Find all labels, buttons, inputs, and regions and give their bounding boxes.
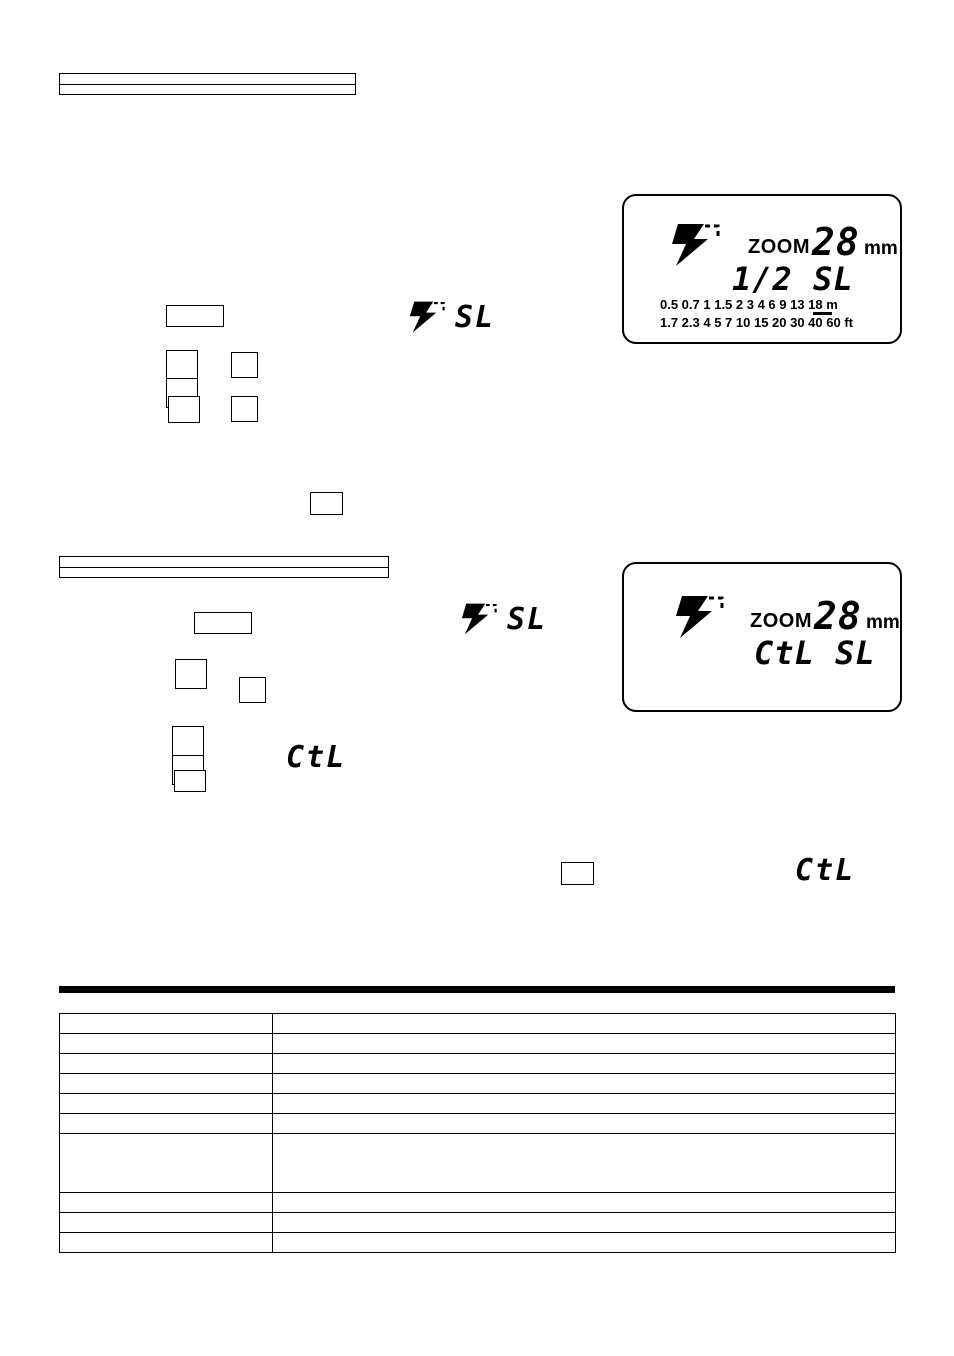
spec-table-top-rule	[59, 986, 895, 993]
spec-label	[60, 1034, 273, 1054]
section-header-bar-1	[59, 73, 356, 95]
indicator-ctl-1: CtL	[286, 740, 347, 775]
callout-3[interactable]	[231, 352, 258, 378]
table-row	[60, 1213, 896, 1233]
spec-value	[273, 1233, 896, 1253]
callout-2[interactable]	[166, 350, 198, 380]
lcd-zoom-unit: mm	[864, 238, 898, 259]
lcd-zoom-label: ZOOM	[748, 236, 810, 258]
lcd-mode-line: CtL SL	[754, 634, 876, 672]
spec-value	[273, 1114, 896, 1134]
spec-value	[273, 1074, 896, 1094]
spec-label	[60, 1074, 273, 1094]
callout-1[interactable]	[166, 305, 224, 327]
flash-bolt-icon	[668, 594, 728, 640]
table-row	[60, 1114, 896, 1134]
spec-value	[273, 1014, 896, 1034]
table-row	[60, 1054, 896, 1074]
callout-7[interactable]	[310, 492, 343, 515]
spec-value	[273, 1193, 896, 1213]
spec-table	[59, 1013, 896, 1253]
spec-label	[60, 1014, 273, 1034]
callout-8[interactable]	[194, 612, 252, 634]
spec-label	[60, 1054, 273, 1074]
lcd-panel-top	[622, 194, 902, 344]
table-row	[60, 1233, 896, 1253]
callout-10[interactable]	[239, 677, 266, 703]
section-header-bar-2	[59, 556, 389, 578]
table-row	[60, 1034, 896, 1054]
table-row	[60, 1014, 896, 1034]
table-row	[60, 1134, 896, 1193]
callout-11[interactable]	[172, 726, 204, 756]
spec-value	[273, 1094, 896, 1114]
callout-14[interactable]	[561, 862, 594, 885]
callout-13[interactable]	[174, 770, 206, 792]
spec-label	[60, 1094, 273, 1114]
table-row	[60, 1074, 896, 1094]
callout-9[interactable]	[175, 659, 207, 689]
callout-6[interactable]	[231, 396, 258, 422]
spec-value	[273, 1054, 896, 1074]
callout-5[interactable]	[168, 396, 200, 423]
spec-label	[60, 1233, 273, 1253]
flash-bolt-icon	[664, 222, 724, 268]
table-row	[60, 1094, 896, 1114]
spec-value	[273, 1213, 896, 1233]
spec-label	[60, 1134, 273, 1193]
lcd-panel-bottom	[622, 562, 902, 712]
indicator-ctl-2: CtL	[795, 853, 856, 888]
spec-label	[60, 1193, 273, 1213]
lcd-zoom-value: 28	[812, 220, 860, 264]
spec-label	[60, 1213, 273, 1233]
flash-bolt-icon	[404, 300, 448, 334]
spec-label	[60, 1114, 273, 1134]
flash-bolt-icon	[456, 602, 500, 636]
lcd-scale-meters: 0.5 0.7 1 1.5 2 3 4 6 9 13 18 m	[660, 297, 838, 312]
lcd-zoom-unit: mm	[866, 612, 900, 633]
indicator-sl-2: SL	[507, 602, 548, 637]
spec-table-body	[60, 1014, 896, 1253]
lcd-mode-line: 1/2 SL	[732, 260, 854, 298]
spec-value	[273, 1134, 896, 1193]
table-row	[60, 1193, 896, 1213]
lcd-zoom-value: 28	[814, 594, 862, 638]
lcd-scale-feet: 1.7 2.3 4 5 7 10 15 20 30 40 60 ft	[660, 315, 853, 330]
spec-value	[273, 1034, 896, 1054]
lcd-zoom-label: ZOOM	[750, 610, 812, 632]
indicator-sl-1: SL	[455, 300, 496, 335]
